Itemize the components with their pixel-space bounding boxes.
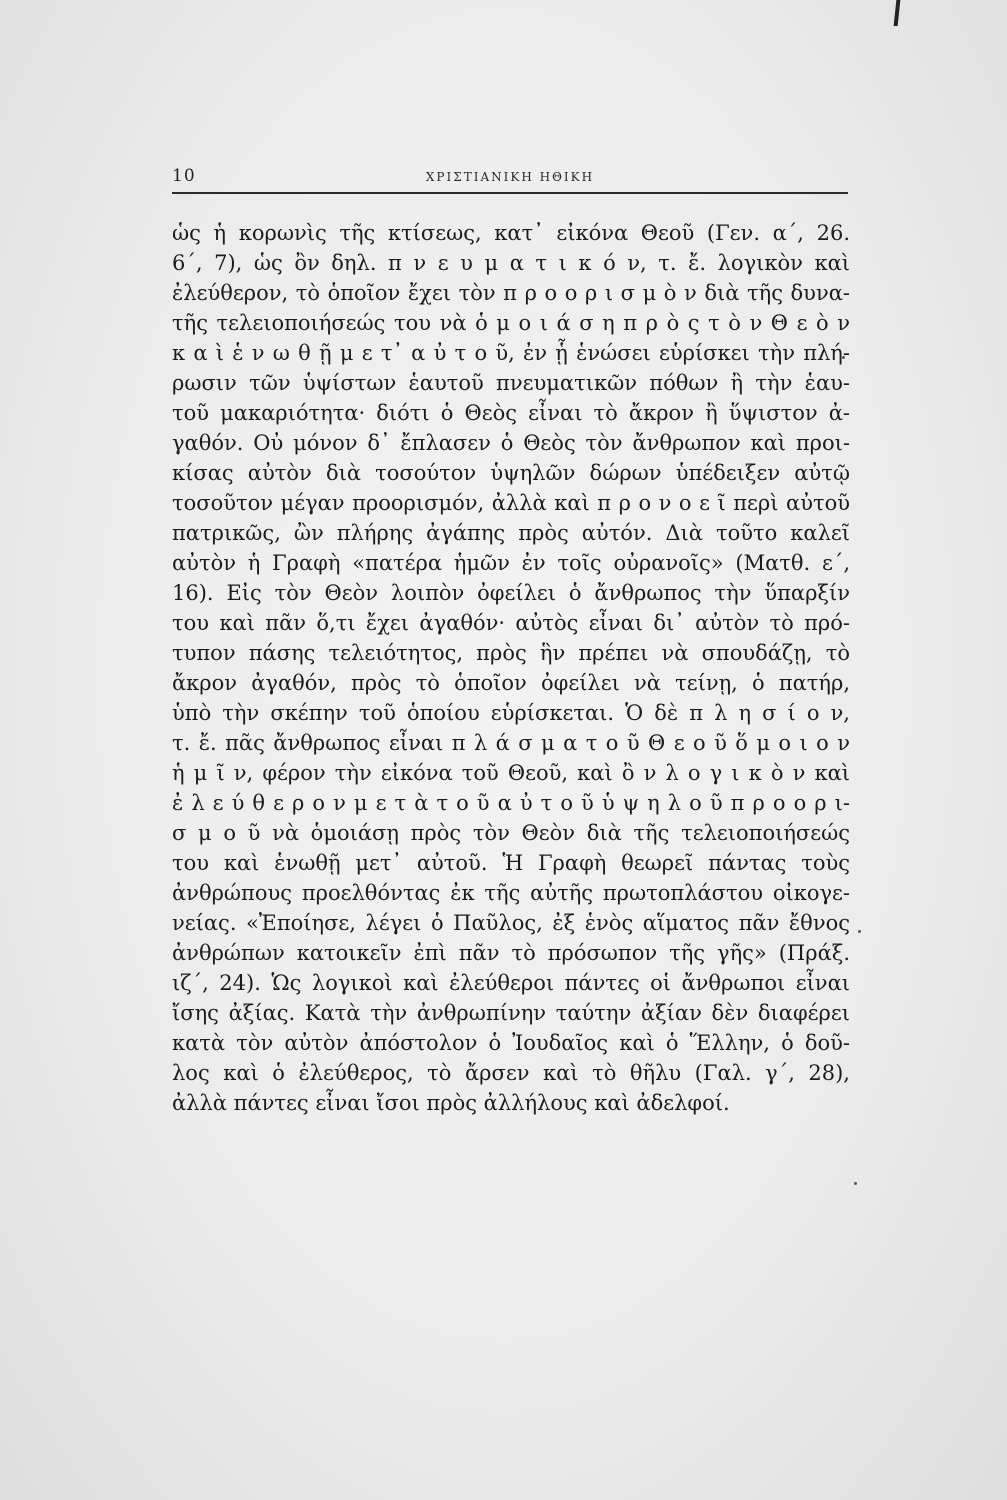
text-line: τ. ἔ. πᾶς ἄνθρωπος εἶναι π λ ά σ μ α τ ο ῦ Θ ε ο ῦ ὅ μ ο ι ο ν [172, 731, 850, 755]
text-line: 6΄, 7), ὡς ὂν δηλ. π ν ε υ μ α τ ι κ ό ν, τ. ἔ. λογικὸν καὶ [172, 251, 850, 275]
text-line: κ α ὶ ἑ ν ω θ ῇ μ ε τ᾽ α ὐ τ ο ῦ, ἐν ᾗ ἑνώσει εὑρίσκει τὴν πλή- [172, 341, 850, 365]
header-rule [172, 192, 848, 194]
page-header [172, 166, 848, 190]
text-line: κατὰ τὸν αὐτὸν ἀπόστολον ὁ Ἰουδαῖος καὶ ὁ Ἕλλην, ὁ δοῦ- [172, 1031, 850, 1055]
text-line: νείας. «Ἐποίησε, λέγει ὁ Παῦλος, ἐξ ἑνὸς αἵματος πᾶν ἔθνος [172, 911, 850, 935]
text-line: ἐ λ ε ύ θ ε ρ ο ν μ ε τ ὰ τ ο ῦ α ὐ τ ο ῦ ὑ ψ η λ ο ῦ π ρ ο ο ρ ι- [172, 791, 850, 815]
text-line: ἀλλὰ πάντες εἶναι ἴσοι πρὸς ἀλλήλους καὶ ἀδελφοί. [172, 1091, 730, 1115]
text-line: ὑπὸ τὴν σκέπην τοῦ ὁποίου εὑρίσκεται. Ὁ δὲ π λ η σ ί ο ν, [172, 701, 850, 725]
text-line: ιζ΄, 24). Ὡς λογικοὶ καὶ ἐλεύθεροι πάντες οἱ ἄνθρωποι εἶναι [172, 971, 850, 995]
text-line: ἡ μ ῖ ν, φέρον τὴν εἰκόνα τοῦ Θεοῦ, καὶ ὂ ν λ ο γ ι κ ὸ ν καὶ [172, 761, 850, 785]
text-line: τοσοῦτον μέγαν προορισμόν, ἀλλὰ καὶ π ρ ο ν ο ε ῖ περὶ αὐτοῦ [172, 491, 850, 515]
text-line: τοῦ μακαριότητα· διότι ὁ Θεὸς εἶναι τὸ ἄκρον ἢ ὕψιστον ἀ- [172, 401, 850, 425]
body-text [172, 218, 850, 1118]
text-line: λος καὶ ὁ ἐλεύθερος, τὸ ἄρσεν καὶ τὸ θῆλυ (Γαλ. γ΄, 28), [172, 1061, 850, 1085]
text-line: κίσας αὐτὸν διὰ τοσούτον ὑψηλῶν δώρων ὑπέδειξεν αὐτῷ [172, 461, 850, 485]
text-line: σ μ ο ῦ νὰ ὁμοιάσῃ πρὸς τὸν Θεὸν διὰ τῆς τελειοποιήσεώς [172, 821, 850, 845]
ink-speck [854, 1182, 857, 1185]
text-line: αὐτὸν ἡ Γραφὴ «πατέρα ἡμῶν ἐν τοῖς οὐρανοῖς» (Ματθ. ε΄, [172, 551, 850, 575]
text-line: ἴσης ἀξίας. Κατὰ τὴν ἀνθρωπίνην ταύτην ἀξίαν δὲν διαφέρει [172, 1001, 850, 1025]
text-line: γαθόν. Οὐ μόνον δ᾽ ἔπλασεν ὁ Θεὸς τὸν ἄνθρωπον καὶ προι- [172, 431, 850, 455]
text-line: ἀνθρώπων κατοικεῖν ἐπὶ πᾶν τὸ πρόσωπον τῆς γῆς» (Πράξ. [172, 941, 850, 965]
text-line: ὡς ἡ κορωνὶς τῆς κτίσεως, κατ᾽ εἰκόνα Θεοῦ (Γεν. α΄, 26. [172, 221, 850, 245]
text-line: 16). Εἰς τὸν Θεὸν λοιπὸν ὀφείλει ὁ ἄνθρωπος τὴν ὕπαρξίν [172, 581, 850, 605]
text-line: ἐλεύθερον, τὸ ὁποῖον ἔχει τὸν π ρ ο ο ρ ι σ μ ὸ ν διὰ τῆς δυνα- [172, 281, 850, 305]
text-line: του καὶ ἑνωθῇ μετ᾽ αὐτοῦ. Ἡ Γραφὴ θεωρεῖ πάντας τοὺς [172, 851, 850, 875]
text-line: ρωσιν τῶν ὑψίστων ἑαυτοῦ πνευματικῶν πόθων ἢ τὴν ἑαυ- [172, 371, 850, 395]
running-head: ΧΡΙΣΤΙΑΝΙΚΗ ΗΘΙΚΗ [425, 170, 595, 184]
page-number: 10 [172, 166, 196, 186]
text-line: πατρικῶς, ὢν πλήρης ἀγάπης πρὸς αὐτόν. Διὰ τοῦτο καλεῖ [172, 521, 850, 545]
text-line: τυπον πάσης τελειότητος, πρὸς ἣν πρέπει νὰ σπουδάζῃ, τὸ [172, 641, 850, 665]
text-line: ἄκρον ἀγαθόν, πρὸς τὸ ὁποῖον ὀφείλει νὰ τείνῃ, ὁ πατήρ, [172, 671, 850, 695]
ink-speck [858, 930, 861, 933]
text-line: του καὶ πᾶν ὅ,τι ἔχει ἀγαθόν· αὐτὸς εἶναι δι᾽ αὐτὸν τὸ πρό- [172, 611, 850, 635]
text-line: ἀνθρώπους προελθόντας ἐκ τῆς αὐτῆς πρωτοπλάστου οἰκογε- [172, 881, 850, 905]
ink-mark [894, 0, 901, 26]
text-line: τῆς τελειοποιήσεώς του νὰ ὁ μ ο ι ά σ η π ρ ὸ ς τ ὸ ν Θ ε ὸ ν [172, 311, 850, 335]
